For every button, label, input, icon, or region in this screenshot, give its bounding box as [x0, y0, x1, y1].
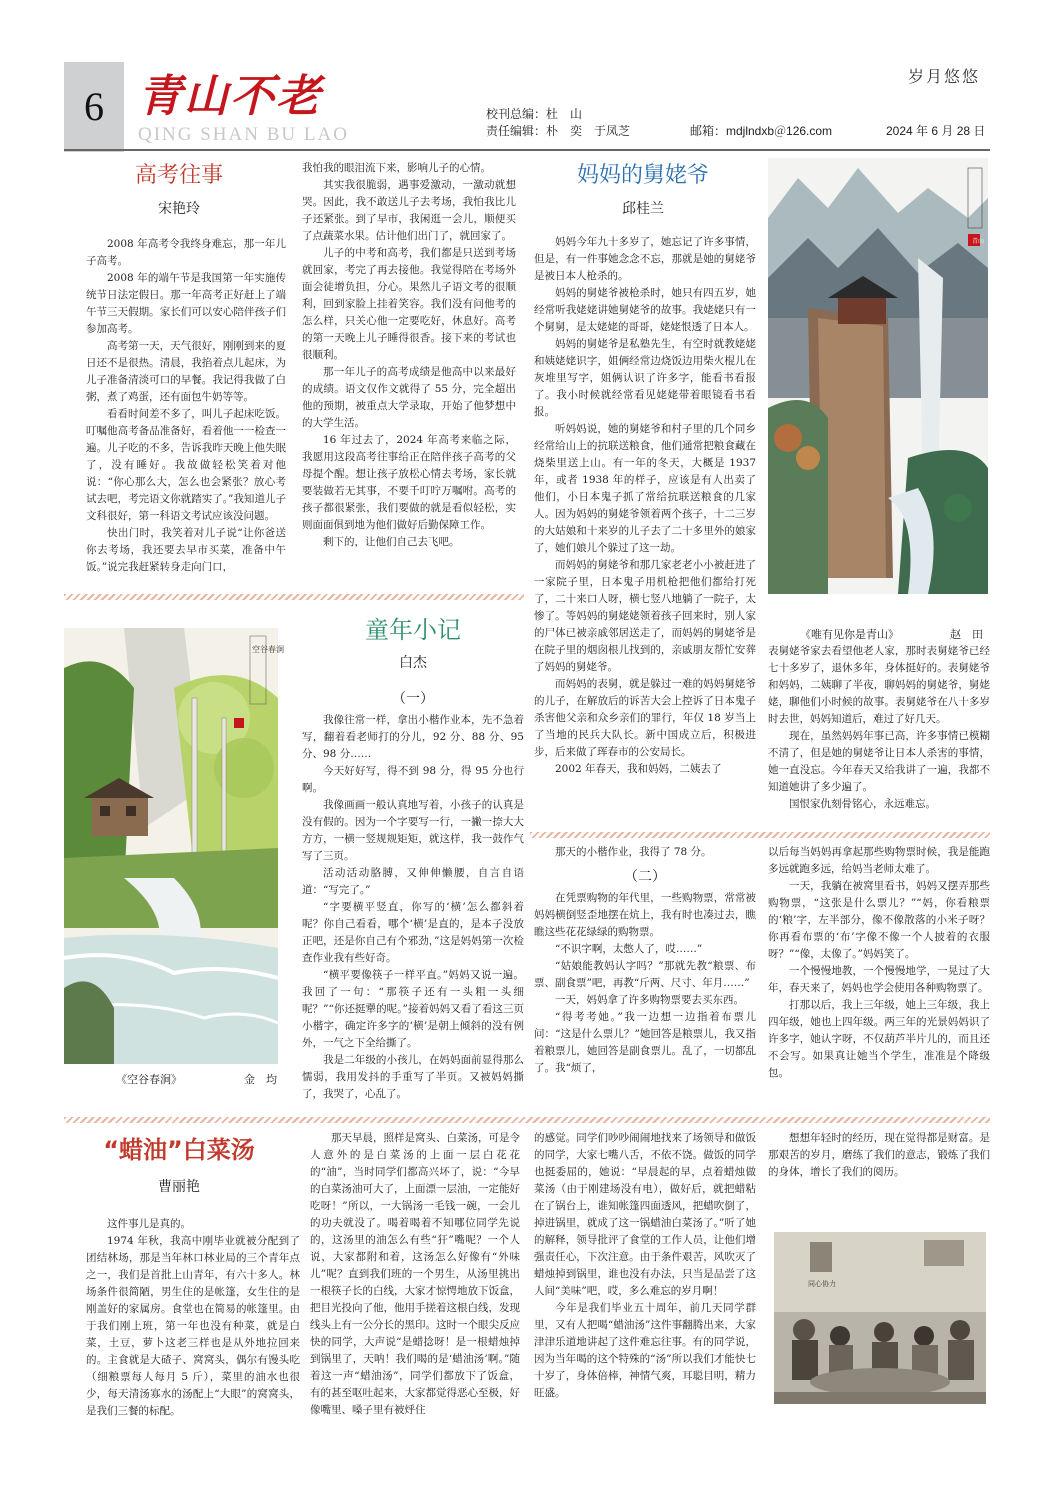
article3-column-2b [534, 890, 756, 1112]
paragraph: 一天，我躺在被窝里看书，妈妈又摆弄那些购物票，“这张是什么票儿？”“妈，你看粮票的‘粮’字，左半部分，像不像散落的小米子呀？你再看布票的‘布’字像不像一个人披着的衣服呀？”“像，太像了。”妈妈笑了。 [768, 880, 990, 960]
duty-editor: 责任编辑：朴 奕 于凤芝 [486, 124, 631, 138]
paragraph: 打那以后，我上三年级，她上三年级，我上四年级，她也上四年级。两三年的光景妈妈识了许多字，她认字呀，不仅葫芦半片儿的，而且还不会写。如果真让她当个学生，准准是个降级包。 [768, 999, 990, 1079]
article3-part2-label: （二） [624, 869, 666, 885]
article2-title: 妈妈的舅姥爷 [576, 163, 709, 188]
article1-column-2 [302, 160, 516, 580]
page-number: 6 [64, 62, 124, 152]
paragraph: “姑娘能教妈认字吗？”那就先教“粮票、布票、副食票”吧，再教“斤两、尺寸、年月……” [534, 960, 756, 989]
paragraph: 想想年轻时的经历，现在觉得都是财富。是那艰苦的岁月，磨练了我们的意志，锻炼了我们的身体，增长了我们的阅历。 [768, 1132, 990, 1178]
paragraph: 看看时间差不多了，叫儿子起床吃饭。叮嘱他高考备品准备好，看着他一一检查一遍。儿子吃的不多，告诉我昨天晚上他失眠了，没有睡好。我故做轻松笑着对他说：“你心那么大，怎么也会紧张？放心考试去吧，考完语文你就踏实了。”我知道儿子文科很好，第一科语文考试应该没问题。 [86, 408, 286, 522]
painting-valley [64, 628, 284, 1064]
divider-wavy [64, 1117, 990, 1123]
section-name: 岁月悠悠 [907, 67, 980, 86]
paragraph: 2008 年高考令我终身难忘，那一年儿子高考。 [86, 238, 286, 267]
paragraph: 那一年儿子的高考成绩是他高中以来最好的成绩。语文仅作文就得了 55 分，完全超出他的预期，被重点大学录取，开始了他梦想中的大学生活。 [302, 366, 516, 429]
paragraph: “字要横平竖直，你写的‘横’怎么都斜着呢？你自己看看，哪个‘横’是直的，是本子没放正吧，还是你自己有个邪劲，”这是妈妈第一次检查作业我有些好奇。 [302, 901, 524, 964]
article4-column-2 [310, 1130, 520, 1480]
paragraph: 我是二年级的小孩儿，在妈妈面前显得那么懦弱，我用发抖的手重写了半页。又被妈妈撕了，我哭了，心乱了。 [302, 1054, 524, 1100]
article2-column-2 [768, 643, 990, 823]
paragraph: 高考第一天，天气很好，刚刚到来的夏日还不是很热。清晨，我掐着点儿起床，为儿子准备清淡可口的早餐。我记得我做了白粥，煮了鸡蛋，还有面包牛奶等等。 [86, 340, 286, 403]
paragraph: 今年是我们毕业五十周年，前几天同学群里，又有人把喝“蜡油汤”这件事翻腾出来，大家津津乐道地讲起了这件难忘往事。有的同学说，因为当年喝的这个特殊的“汤”所以我们才能快七十岁了，身体倍棒，神情气爽，耳聪目明，精力旺盛。 [534, 1302, 756, 1399]
article4-title: “蜡油”白菜汤 [103, 1136, 255, 1164]
paragraph: 16 年过去了，2024 年高考来临之际，我愿用这段高考往事给正在陪伴孩子高考的父母提个醒。想让孩子放松心情去考场，家长就要装做若无其事，不要千叮咛万嘱咐。高考的孩子都很紧张，我们要做的就是看似轻松，实则面面俱到地为他们做好后勤保障工作。 [302, 434, 516, 531]
divider-wavy [64, 594, 524, 600]
article2-author: 邱桂兰 [622, 201, 664, 217]
paragraph: 而妈妈的舅姥爷和那几家老老小小被赶进了一家院子里，日本鬼子用机枪把他们都给打死了，二十来口人呀，横七竖八地躺了一院子，太惨了。等妈妈的舅姥姥领着孩子回来时，别人家的尸体已被亲戚邻居送走了，而妈妈的舅姥爷是在院子里的烟囱根儿找到的，亲戚朋友帮忙安葬了妈妈的舅姥爷。 [534, 559, 756, 673]
article3-author: 白杰 [399, 655, 427, 671]
painting-valley-inscription: 空谷春涧 [252, 645, 284, 654]
paragraph: 而妈妈的表舅，就是躲过一难的妈妈舅姥爷的儿子，在解放后的诉苦大会上控诉了日本鬼子杀害他父亲和众乡亲们的罪行，年仅 18 岁当上了当地的民兵大队长。新中国成立后，积极进步，后来做了珲春市的公安局长。 [534, 678, 756, 758]
paragraph: 今天好好写，得不到 98 分，得 95 分也行啊。 [302, 765, 524, 794]
painting-mountain-artist: 赵 田 [950, 628, 983, 641]
article4-column-1 [86, 1216, 300, 1476]
email: 邮箱：mdjlndxb＠126.com [690, 124, 833, 138]
issue-date: 2024 年 6 月 28 日 [886, 124, 986, 138]
article3-column-2a [534, 844, 756, 864]
paragraph: 一天，妈妈拿了许多购物票要去买东西。 [555, 994, 744, 1006]
paragraph: 2008 年的端午节是我国第一年实施传统节日法定假日。那一年高考正好赶上了端午节三天假期。家长们可以安心陪伴孩子们参加高考。 [86, 272, 286, 335]
paragraph: 这件事儿是真的。 [107, 1218, 191, 1230]
header-divider [64, 149, 990, 151]
paragraph: 1974 年秋，我高中刚毕业就被分配到了团结林场，那是当年林口林业局的三个青年点之一，我们是首批上山青年，有六十多人。林场条件很简陋，男生住的是帐篷，女生住的是刚盖好的家属房。食堂也在简易的帐篷里。由于我们刚上班，第一年也没有种菜，就是白菜，土豆，萝卜这老三样也是从外地拉回来的。主食就是大碴子、窝窝头，偶尔有馒头吃（细粮票每人每月 5 斤），菜里的油水也很少，每天清汤寡水的汤配上“大眼”的窝窝头，是我们三餐的标配。 [86, 1235, 300, 1417]
paragraph: 妈妈的舅姥爷被枪杀时，她只有四五岁，她经常听我姥姥讲她舅姥爷的故事。我姥姥只有一个舅舅，是太姥姥的哥哥，姥姥恨透了日本人。 [534, 287, 756, 333]
article3-part1-label: （一） [392, 691, 434, 707]
paragraph: 其实我很脆弱，遇事爱激动，一激动就想哭。因此，我不敢送儿子去考场，我怕我比儿子还紧张。到了早市，我闲逛一会儿，顺便买了点蔬菜水果。估计他们出门了，就回家了。 [302, 179, 516, 242]
painting-valley-title: 《空谷春涧》 [116, 1073, 182, 1086]
paragraph: 2002 年春天，我和妈妈，二姨去了 [555, 763, 722, 775]
paragraph: “得考考她。”我一边想一边指着布票儿问：“这是什么票儿？”她回答是粮票儿，我又指着粮票儿，她回答是副食票儿。乱了，一切都乱了。我“烦了， [534, 1011, 756, 1074]
paragraph: 妈妈今年九十多岁了，她忘记了许多事情，但是，有一件事她念念不忘，那就是她的舅姥爷是被日本人枪杀的。 [534, 236, 756, 282]
article4-column-3 [534, 1130, 756, 1480]
paragraph: 一个慢慢地教，一个慢慢地学，一晃过了大年，春天来了，妈妈也学会使用各种购物票了。 [768, 965, 990, 994]
painting-mountain-title: 《唯有见你是青山》 [800, 628, 899, 641]
article1-author: 宋艳玲 [158, 201, 200, 217]
paragraph: 妈妈的舅姥爷是私塾先生，有空时就教姥姥和姨姥姥识字，姐俩经常边烧饭边用柴火棍儿在灰堆里写字，姐俩认识了许多字，能看书看报了。我小时候就经常看见姥姥带着眼镜看书看报。 [534, 338, 756, 418]
paragraph: 活动活动胳膊，又伸伸懒腰，自言自语道：“写完了。” [302, 867, 524, 896]
paragraph: 我像画画一般认真地写着，小孩子的认真是没有假的。因为一个字要写一行，一撇一捺大大方方，一横一竖规规矩矩，就这样，我一鼓作气写了三页。 [302, 799, 524, 862]
masthead-pinyin: QING SHAN BU LAO [138, 124, 349, 145]
photo-group [774, 1232, 986, 1404]
painting-mountain [768, 158, 988, 594]
paragraph: 那天的小楷作业，我得了 78 分。 [555, 846, 712, 858]
paragraph: 在凭票购物的年代里，一些购物票，常常被妈妈横倒竖歪地摆在炕上，我有时也凑过去，瞧瞧这些花花绿绿的购物票。 [534, 892, 756, 938]
paragraph: 听妈妈说，她的舅姥爷和村子里的几个同乡经常给山上的抗联送粮食，他们通常把粮食藏在烧柴里送上山。有一年的冬天，大概是 1937 年，或者 1938 年的样子，应该是有人出卖了他们，小日本鬼子抓了常给抗联送粮食的几家人。因为妈妈的舅姥爷领着两个孩子，十二三岁的大姑娘和十来岁的儿子去了二十多里外的娘家了，她们娘儿个躲过了这一劫。 [534, 423, 756, 554]
paragraph: 以后每当妈妈再拿起那些购物票时候，我是能跑多远就跑多远，给妈当老师太难了。 [768, 846, 990, 875]
divider-wavy [530, 832, 990, 838]
article1-column-1 [86, 236, 286, 586]
paragraph: 的感觉。同学们吵吵闹闹地找来了场领导和做饭的同学，大家七嘴八舌，不依不饶。做饭的同学也挺委屈的，她说：“早晨起的早，点着蜡烛做菜汤（由于刚建场没有电），做好后，就把蜡粘在了锅台上，谁知帐篷四面透风，把蜡吹倒了，掉进锅里，就成了这一锅蜡油白菜汤了。”听了她的解释，领导批评了食堂的工作人员，让他们增强责任心，下次注意。由于条件艰苦，风吹灭了蜡烛掉到锅里，谁也没有办法，只当是品尝了这人间“美味”吧，哎，多么难忘的岁月啊！ [534, 1132, 756, 1297]
photo-wall-text: 同心协力 [808, 1280, 836, 1288]
photo-group-art [774, 1232, 986, 1404]
paragraph: “不识字啊，太憋人了，哎……” [555, 943, 703, 955]
article3-column-1 [302, 712, 524, 1112]
painting-valley-art [64, 628, 284, 1064]
article2-column-1 [534, 234, 756, 830]
article3-column-3 [768, 844, 990, 1112]
paragraph: 我像往常一样，拿出小楷作业本，先不急着写，翻着看老师打的分儿，92 分、88 分、95 分、98 分…… [302, 714, 524, 760]
article4-author: 曹丽艳 [158, 1179, 200, 1195]
paragraph: 表舅姥爷家去看望他老人家，那时表舅姥爷已经七十多岁了，退休多年，身体挺好的。表舅姥爷和妈妈，二姨聊了半夜，聊妈妈的舅姥爷，舅姥姥，聊他们小时候的故事。表舅姥爷在八十多岁时去世，妈妈知道后，难过了好几天。 [768, 645, 990, 725]
paragraph: 儿子的中考和高考，我们都是只送到考场就回家，考完了再去接他。我觉得陪在考场外面会徒增负担，分心。果然儿子语文考的很顺利，回到家脸上挂着笑容。我们没有问他考的怎么样，只关心他一定要吃好，休息好。高考的第一天晚上儿子睡得很香。接下来的考试也很顺利。 [302, 247, 516, 361]
article1-title: 高考往事 [134, 163, 223, 188]
paragraph: 剩下的，让他们自己去飞吧。 [323, 536, 460, 548]
paragraph: “横平要像筷子一样平直。”妈妈又说一遍。我回了一句：“那筷子还有一头粗一头细呢？”“你还挺犟的呢。”接着妈妈又看了看这三页小楷字，确定许多字的‘横’是朝上倾斜的没有例外，一气之下全给撕了。 [302, 969, 524, 1049]
article4-column-4 [768, 1130, 990, 1190]
masthead-title: 青山不老 [138, 71, 322, 122]
paragraph: 现在，虽然妈妈年事已高，许多事情已模糊不清了，但是她的舅姥爷让日本人杀害的事情，她一直没忘。今年春天又给我讲了一遍，我都不知道她讲了多少遍了。 [768, 730, 990, 793]
article3-title: 童年小记 [365, 616, 461, 644]
paragraph: 快出门时，我笑着对儿子说“让你爸送你去考场，我还要去早市买菜，准备中午饭。”说完我赶紧转身走向门口， [86, 527, 286, 573]
paragraph: 那天早晨，照样是窝头、白菜汤，可是令人意外的是白菜汤的上面一层白花花的“油”，当时同学们都高兴坏了，说：“今早的白菜汤油可大了，上面漂一层油，一定能好吃呀！”所以，一大锅汤一毛钱一碗，一会儿的功夫就没了。喝着喝着不知哪位同学先说的，这汤里的油怎么有些“犴”嘴呢？一个人说，大家都附和着，这汤怎么好像有“外味儿”呢？直到我们班的一个男生，从汤里挑出一根筷子长的白线，大家才惊愕地放下饭盒，把目光投向了他，他用手搓着这根白线，发现线头上有一公分长的黑印。这时一个眼尖反应快的同学，大声说“是蜡捻呀！是一根蜡烛掉到锅里了，天呐！我们喝的是‘蜡油汤’啊。”随着这一声“蜡油汤”，同学们都放下了饭盒，有的甚至呕吐起来，大家都觉得恶心至极，好像嘴里、嗓子里有被烀住 [310, 1132, 520, 1416]
paragraph: 我怕我的眼泪流下来，影响儿子的心情。 [302, 162, 491, 174]
painting-mountain-seal: 青山 [972, 238, 985, 245]
painting-valley-artist: 金 均 [244, 1073, 277, 1086]
painting-mountain-art [768, 158, 988, 594]
chief-editor: 校刊总编：杜 山 [486, 107, 583, 121]
paragraph: 国恨家仇刻骨铭心，永远难忘。 [789, 798, 936, 810]
